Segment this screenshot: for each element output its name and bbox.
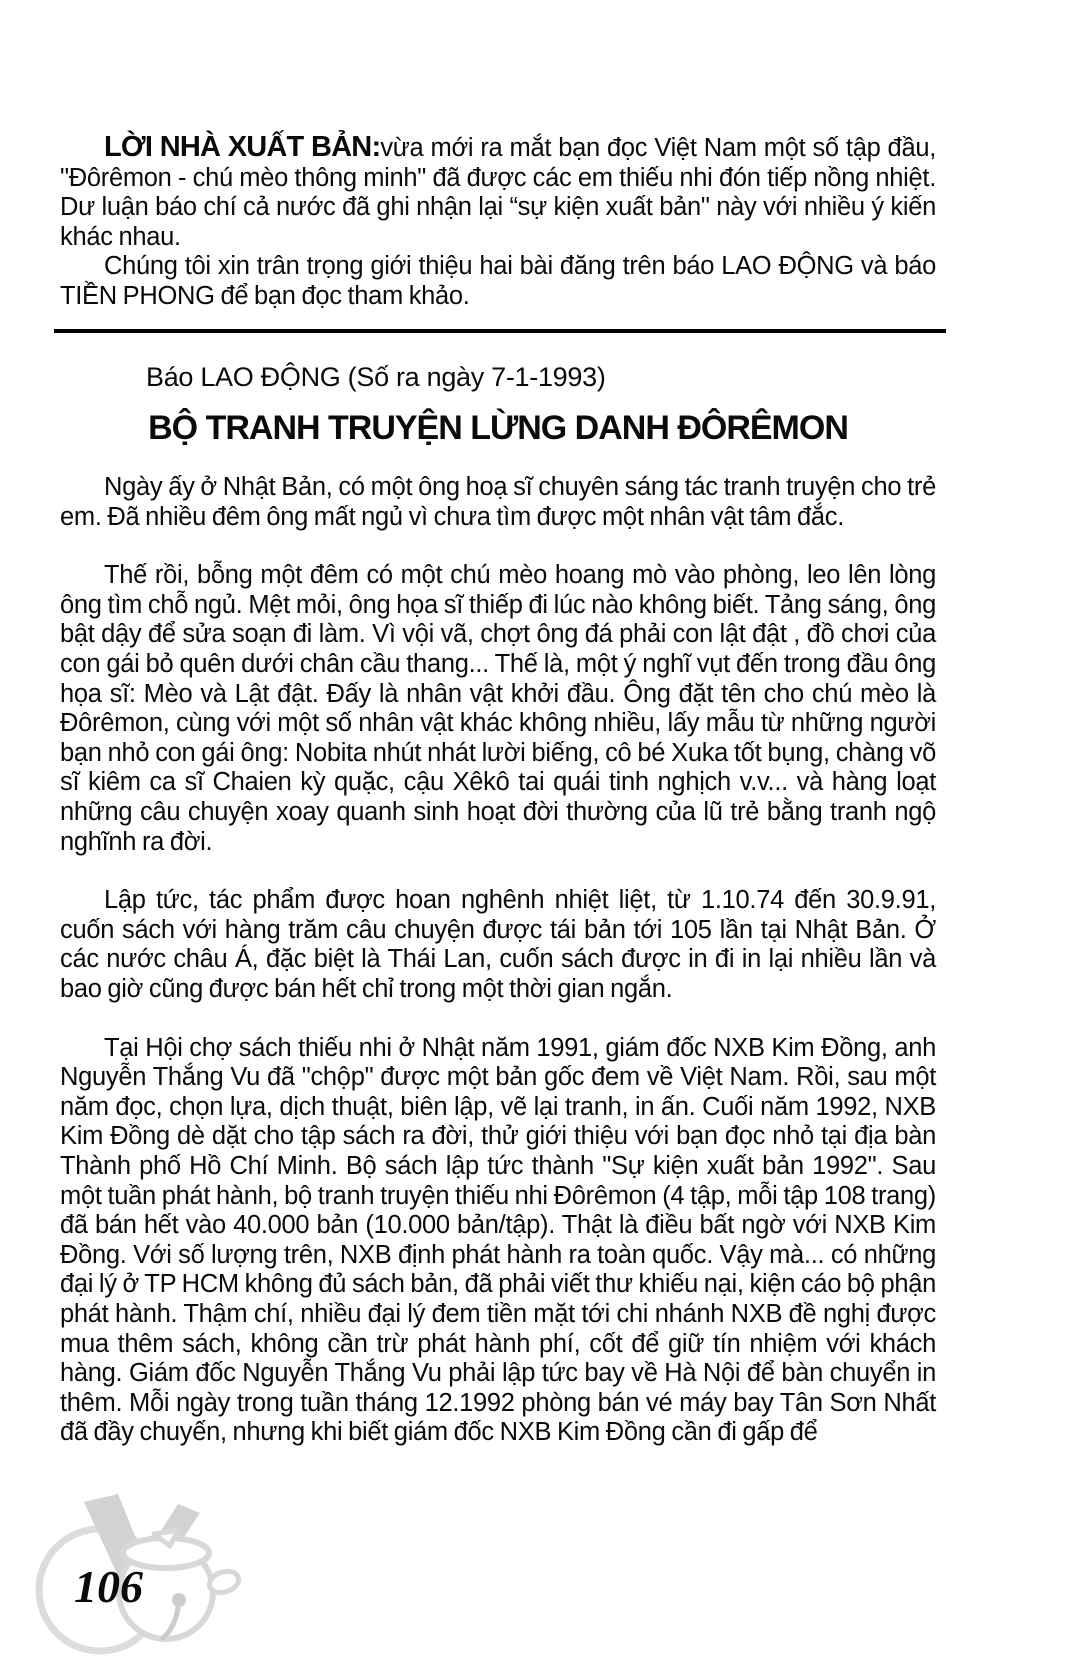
publisher-note-label: LỜI NHÀ XUẤT BẢN: [104,131,381,163]
page-number: 106 [74,1561,143,1612]
publisher-note-intro: vừa mới ra mắt bạn đọc Việt Nam một số tập đầu, "Đôrêmon - chú mèo thông minh" đã được các em thiếu nhi đón tiếp nồng nhiệt. Dư luận báo chí cả nước đã ghi nhận lại “sự kiện xuất bản" này với nhiều ý kiến khác nhau. [60,134,936,251]
article-title: BỘ TRANH TRUYỆN LỪNG DANH ĐÔRÊMON [148,409,848,448]
publisher-note-paragraph-2: Chúng tôi xin trân trọng giới thiệu hai bài đăng trên báo LAO ĐỘNG và báo TIỀN PHONG để bạn đọc tham khảo. [60,252,936,310]
article-paragraph: Lập tức, tác phẩm được hoan nghênh nhiệt liệt, từ 1.10.74 đến 30.9.91, cuốn sách với hàng trăm câu chuyện được tái bản tới 105 lần tại Nhật Bản. Ở các nước châu Á, đặc biệt là Thái Lan, cuốn sách được in đi in lại nhiều lần và bao giờ cũng được bán hết chỉ trong một thời gian ngắn. [60,886,936,1003]
section-divider [54,329,946,334]
article-paragraph: Tại Hội chợ sách thiếu nhi ở Nhật năm 1991, giám đốc NXB Kim Đồng, anh Nguyễn Thắng Vu đã "chộp" được một bản gốc đem về Việt Nam. Rồi, sau một năm đọc, chọn lựa, dịch thuật, biên lập, vẽ lại tranh, in ấn. Cuối năm 1992, NXB Kim Đồng dè dặt cho tập sách ra đời, thử giới thiệu với bạn đọc nhỏ tại địa bàn Thành phố Hồ Chí Minh. Bộ sách lập tức thành "Sự kiện xuất bản 1992". Sau một tuần phát hành, bộ tranh truyện thiếu nhi Đôrêmon (4 tập, mỗi tập 108 trang) đã bán hết vào 40.000 bản (10.000 bản/tập). Thật là điều bất ngờ với NXB Kim Đồng. Với số lượng trên, NXB định phát hành ra toàn quốc. Vậy mà... có những đại lý ở TP HCM không đủ sách bản, đã phải viết thư khiếu nại, kiện cáo bộ phận phát hành. Thậm chí, nhiều đại lý đem tiền mặt tới chi nhánh NXB đề nghị được mua thêm sách, không cần trừ phát hành phí, cốt để giữ tín nhiệm với khách hàng. Giám đốc Nguyễn Thắng Vu phải lập tức bay về Hà Nội để bàn chuyển in thêm. Mỗi ngày trong tuần tháng 12.1992 phòng bán vé máy bay Tân Sơn Nhất đã đầy chuyến, nhưng khi biết giám đốc NXB Kim Đồng cần đi gấp để [60,1033,936,1447]
article-source-line: Báo LAO ĐỘNG (Số ra ngày 7-1-1993) [146,362,606,393]
page-text-column [60,133,936,1448]
article-paragraph: Thế rồi, bỗng một đêm có một chú mèo hoang mò vào phòng, leo lên lòng ông tìm chỗ ngủ. Mệt mỏi, ông họa sĩ thiếp đi lúc nào không biết. Tảng sáng, ông bật dậy để sửa soạn đi làm. Vì vội vã, chợt ông đá phải con lật đật , đồ chơi của con gái bỏ quên dưới chân cầu thang... Thế là, một ý nghĩ vụt đến trong đầu ông họa sĩ: Mèo và Lật đật. Đấy là nhân vật khởi đầu. Ông đặt tên cho chú mèo là Đôrêmon, cùng với một số nhân vật khác không nhiều, lấy mẫu từ những người bạn nhỏ con gái ông: Nobita nhút nhát lười biếng, cô bé Xuka tốt bụng, chàng võ sĩ kiêm ca sĩ Chaien kỳ quặc, cậu Xêkô tai quái tinh nghịch v.v... và hàng loạt những câu chuyện xoay quanh sinh hoạt đời thường của lũ trẻ bằng tranh ngộ nghĩnh ra đời. [60,561,936,856]
article-paragraph: Ngày ấy ở Nhật Bản, có một ông hoạ sĩ chuyên sáng tác tranh truyện cho trẻ em. Đã nhiều đêm ông mất ngủ vì chưa tìm được một nhân vật tâm đắc. [60,473,936,531]
publisher-note-paragraph [60,133,936,252]
